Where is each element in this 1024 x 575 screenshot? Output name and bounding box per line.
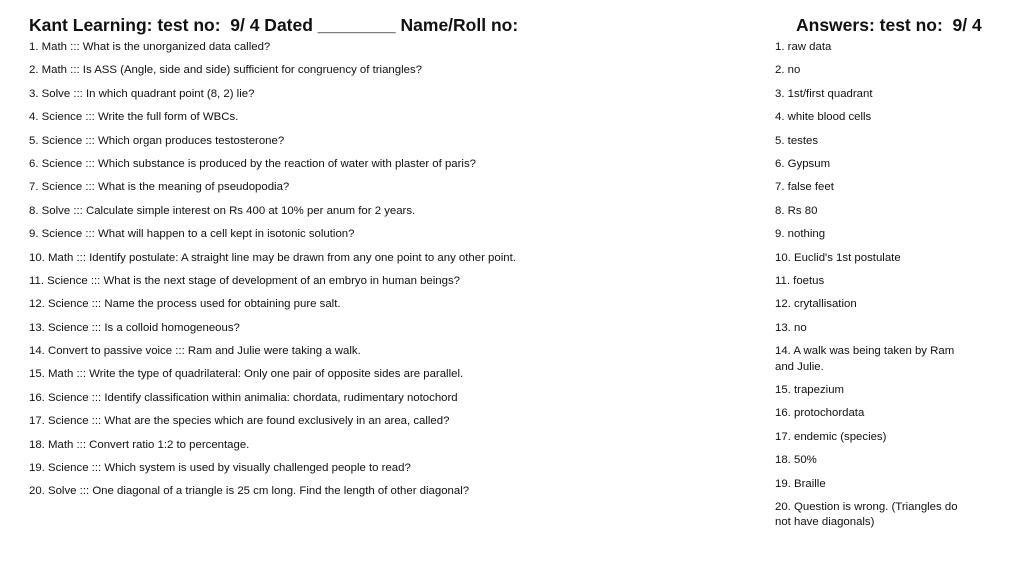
question-item: 18. Math ::: Convert ratio 1:2 to percentage. [29, 438, 250, 451]
answer-list [775, 40, 975, 539]
question-item: 7. Science ::: What is the meaning of pseudopodia? [29, 181, 290, 194]
answer-item: 10. Euclid's 1st postulate [775, 251, 901, 264]
question-item: 13. Science ::: Is a colloid homogeneous? [29, 321, 240, 334]
answer-item: 18. 50% [775, 454, 817, 467]
question-list [29, 40, 749, 508]
question-item: 1. Math ::: What is the unorganized data called? [29, 41, 271, 53]
answer-item: 8. Rs 80 [775, 204, 818, 217]
question-item: 12. Science ::: Name the process used for obtaining pure salt. [29, 298, 341, 311]
answer-item: 4. white blood cells [775, 111, 872, 124]
question-item: 16. Science ::: Identify classification within animalia: chordata, rudimentary notochord [29, 391, 458, 404]
answer-item: 12. crytallisation [775, 298, 857, 311]
question-item: 6. Science ::: Which substance is produced by the reaction of water with plaster of paris? [29, 157, 476, 170]
question-item: 9. Science ::: What will happen to a cell kept in isotonic solution? [29, 228, 355, 241]
answer-item: 5. testes [775, 134, 819, 147]
answer-item: 14. A walk was being taken by Ram and Julie. [775, 345, 955, 373]
test-title: Kant Learning: test no: 9/ 4 Dated ________ Name/Roll no: [29, 15, 519, 35]
answer-item: 16. protochordata [775, 407, 865, 420]
question-item: 8. Solve ::: Calculate simple interest on Rs 400 at 10% per anum for 2 years. [29, 204, 416, 217]
question-item: 19. Science ::: Which system is used by visually challenged people to read? [29, 462, 411, 475]
answer-item: 11. foetus [775, 274, 825, 287]
question-item: 2. Math ::: Is ASS (Angle, side and side) sufficient for congruency of triangles? [29, 64, 422, 77]
question-item: 20. Solve ::: One diagonal of a triangle is 25 cm long. Find the length of other diagonal? [29, 485, 470, 498]
question-item: 11. Science ::: What is the next stage of development of an embryo in human beings? [29, 274, 460, 287]
answer-item: 2. no [775, 64, 801, 77]
question-item: 10. Math ::: Identify postulate: A straight line may be drawn from any one point to any other point. [29, 251, 516, 264]
answer-item: 9. nothing [775, 228, 826, 241]
answer-item: 3. 1st/first quadrant [775, 87, 873, 100]
answer-item: 20. Question is wrong. (Triangles do not have diagonals) [775, 500, 958, 529]
answer-item: 1. raw data [775, 41, 832, 53]
question-item: 4. Science ::: Write the full form of WBCs. [29, 111, 239, 124]
question-item: 15. Math ::: Write the type of quadrilateral: Only one pair of opposite sides are parallel. [29, 368, 464, 381]
answer-item: 17. endemic (species) [775, 430, 887, 443]
question-item: 17. Science ::: What are the species which are found exclusively in an area, called? [29, 415, 450, 428]
answer-item: 19. Braille [775, 477, 826, 490]
question-item: 14. Convert to passive voice ::: Ram and Julie were taking a walk. [29, 345, 361, 358]
question-item: 3. Solve ::: In which quadrant point (8, 2) lie? [29, 87, 255, 100]
answers-title: Answers: test no: 9/ 4 [796, 15, 982, 35]
answer-item: 15. trapezium [775, 383, 845, 396]
question-item: 5. Science ::: Which organ produces testosterone? [29, 134, 285, 147]
answer-item: 6. Gypsum [775, 157, 831, 170]
answer-item: 13. no [775, 321, 807, 334]
answer-item: 7. false feet [775, 181, 834, 194]
